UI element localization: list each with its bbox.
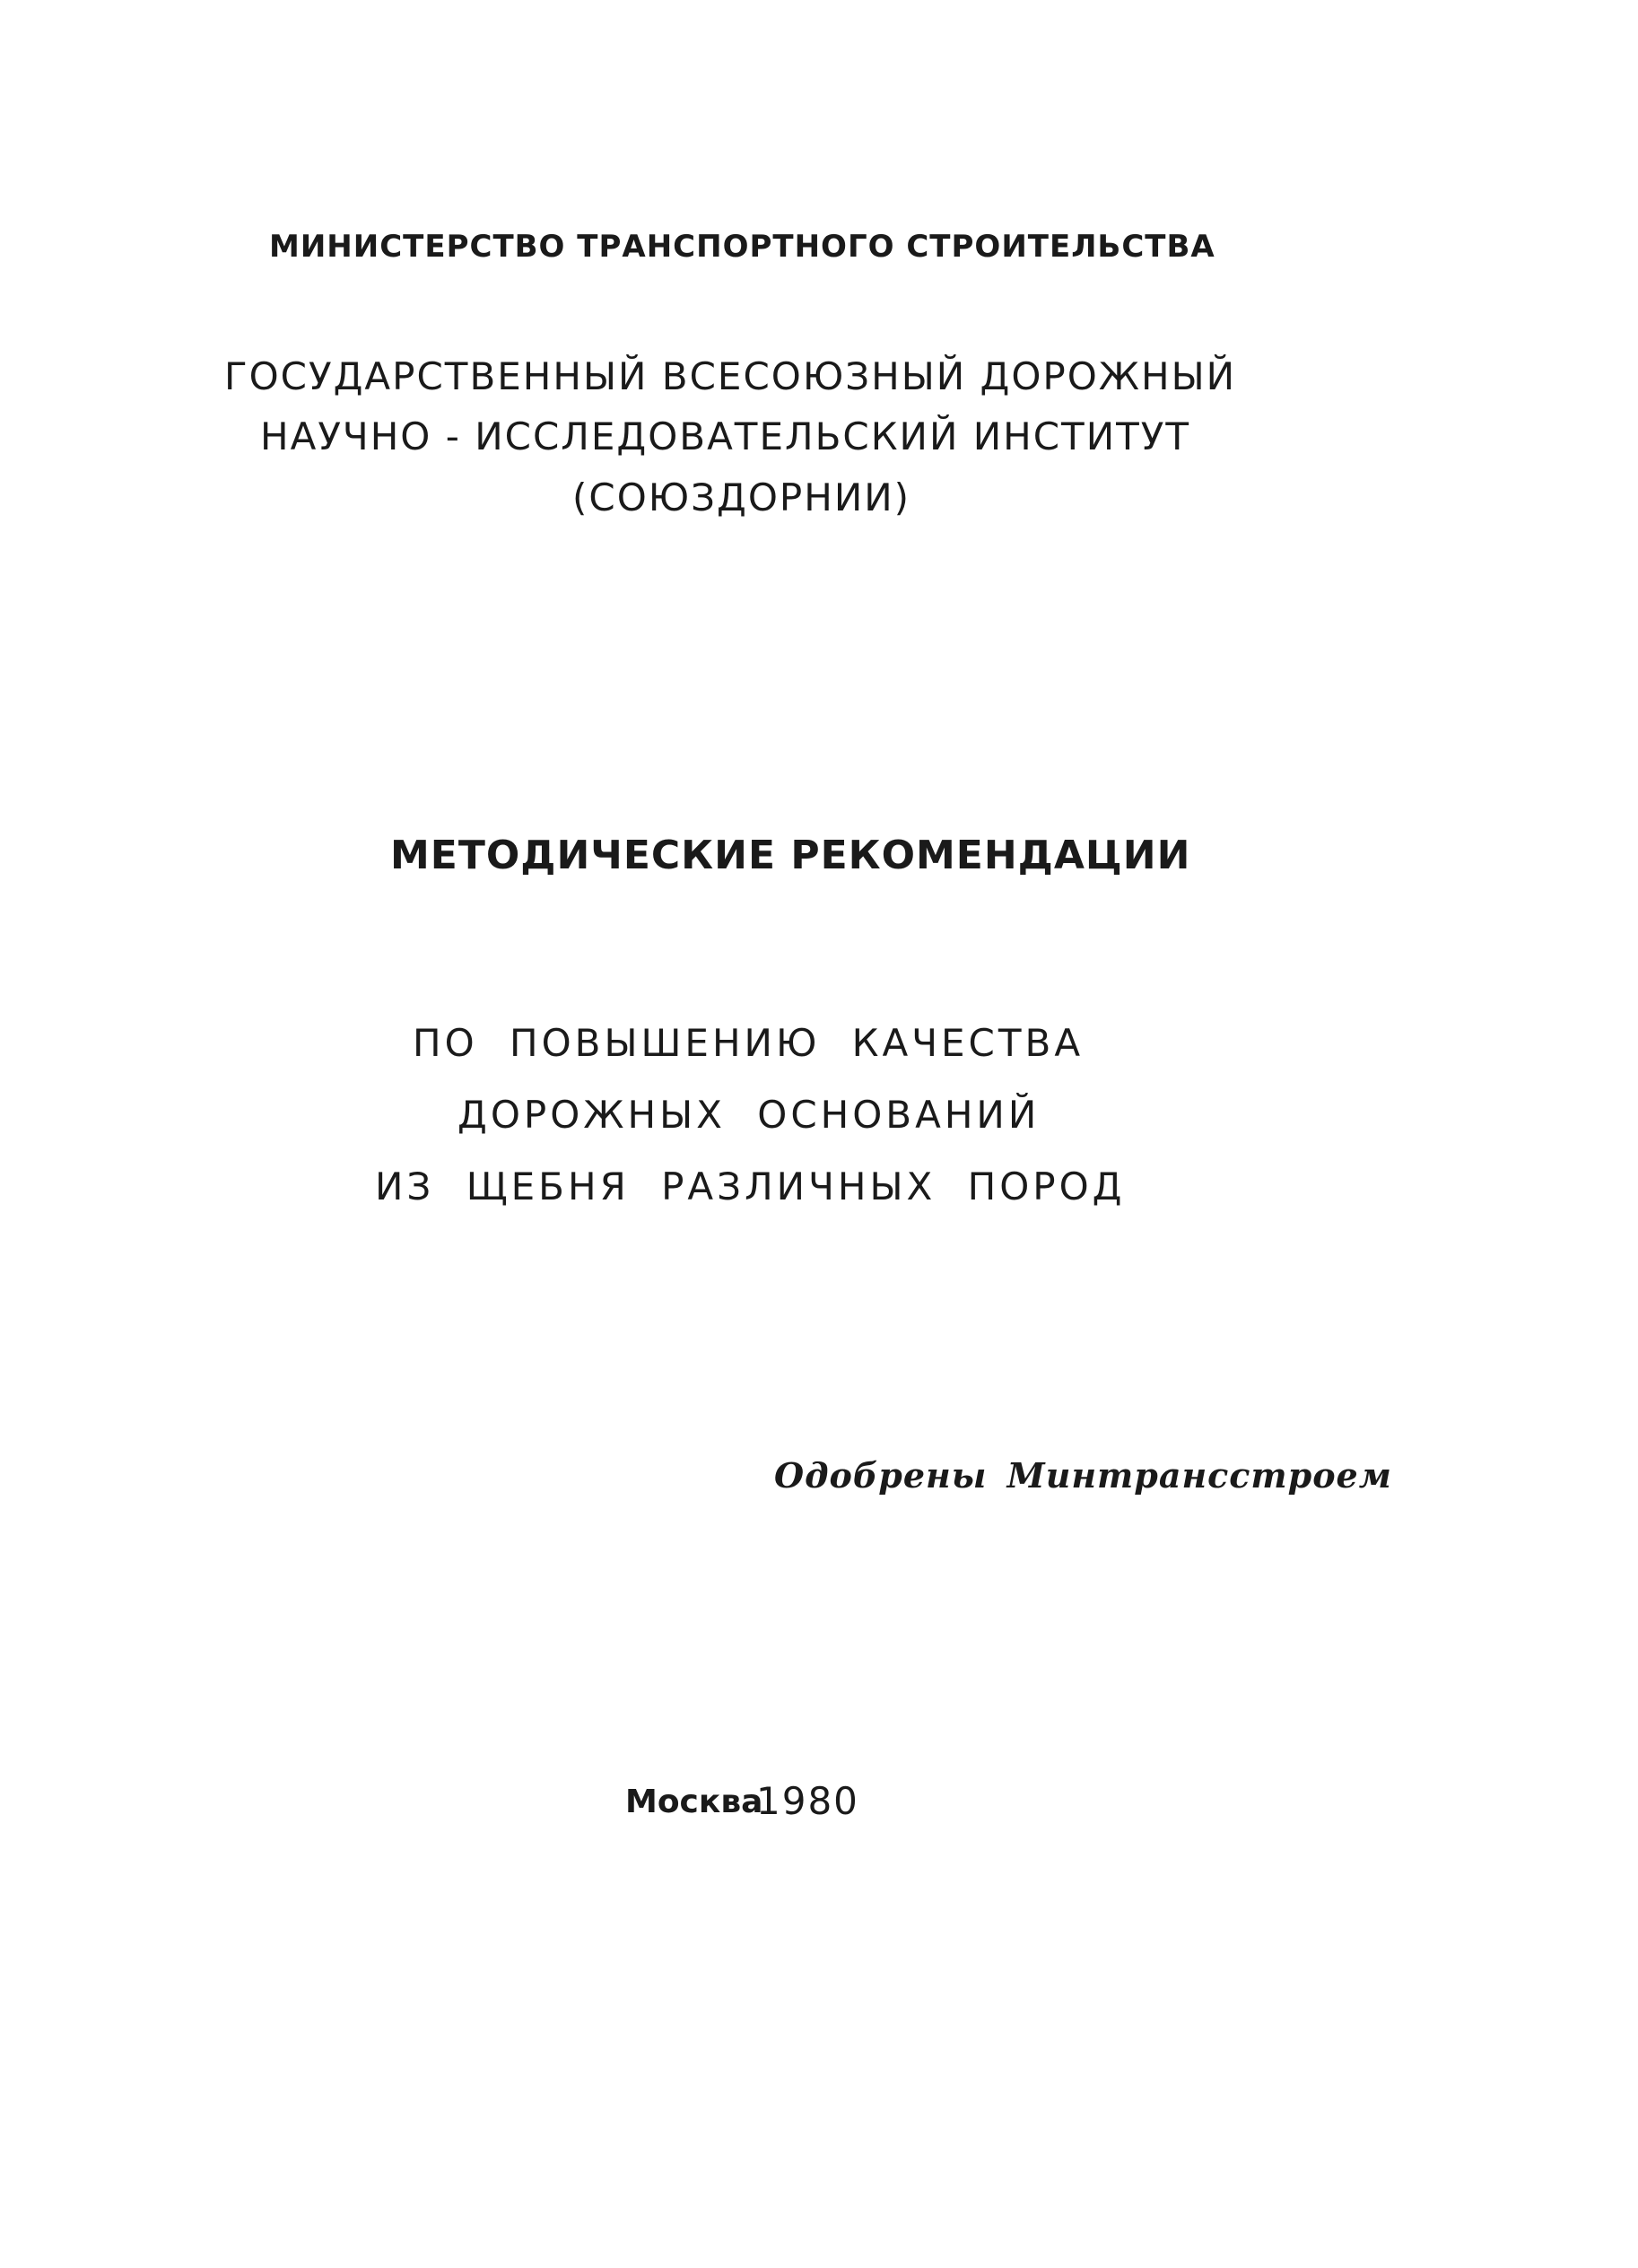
approval-note: Одобрены Минтрансстроем — [774, 1455, 1392, 1496]
document-subtitle-line-1: ПО ПОВЫШЕНИЮ КАЧЕСТВА — [413, 1021, 1085, 1065]
publication-city: Москва — [625, 1784, 763, 1820]
institute-name-line-2: НАУЧНО - ИССЛЕДОВАТЕЛЬСКИЙ ИНСТИТУТ — [260, 414, 1191, 458]
institute-name-line-1: ГОСУДАРСТВЕННЫЙ ВСЕСОЮЗНЫЙ ДОРОЖНЫЙ — [224, 354, 1237, 398]
document-title: МЕТОДИЧЕСКИЕ РЕКОМЕНДАЦИИ — [390, 833, 1191, 878]
institute-abbreviation: (СОЮЗДОРНИИ) — [572, 475, 911, 519]
publication-year: 1980 — [756, 1779, 859, 1823]
document-subtitle-line-3: ИЗ ЩЕБНЯ РАЗЛИЧНЫХ ПОРОД — [375, 1165, 1126, 1208]
ministry-name: МИНИСТЕРСТВО ТРАНСПОРТНОГО СТРОИТЕЛЬСТВА — [269, 229, 1215, 265]
document-subtitle-line-2: ДОРОЖНЫХ ОСНОВАНИЙ — [457, 1093, 1041, 1137]
